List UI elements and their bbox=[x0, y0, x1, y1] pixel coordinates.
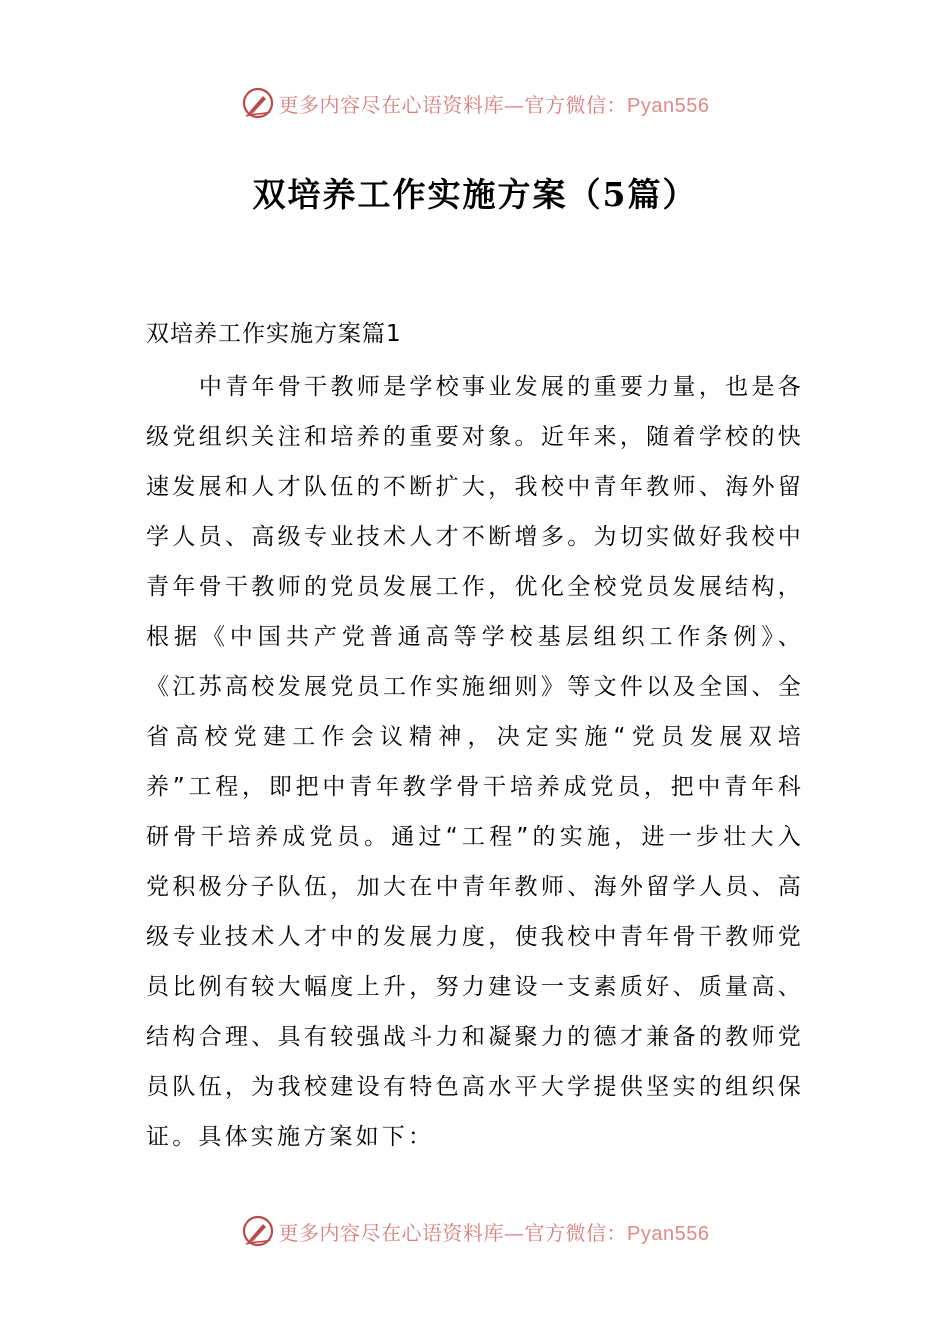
header-watermark bbox=[0, 81, 950, 125]
document-title: 双培养工作实施方案（5篇） bbox=[252, 175, 698, 214]
section-heading: 双培养工作实施方案篇1 bbox=[146, 321, 402, 347]
watermark-handle: Pyan556 bbox=[627, 1222, 710, 1245]
watermark-text: 更多内容尽在心语资料库—官方微信：Pyan556 bbox=[278, 1220, 710, 1245]
body-paragraph: 中青年骨干教师是学校事业发展的重要力量，也是各级党组织关注和培养的重要对象。近年来，随着学校的快速发展和人才队伍的不断扩大，我校中青年教师、海外留学人员、高级专业技术人才不断增多。为切实做好我校中青年骨干教师的党员发展工作，优化全校党员发展结构，根据《中国共产党普通高等学校基层组织工作条例》、《江苏高校发展党员工作实施细则》等文件以及全国、全省高校党建工作会议精神，决定实施“党员发展双培养”工程，即把中青年教学骨干培养成党员，把中青年科研骨干培养成党员。通过“工程”的实施，进一步壮大入党积极分子队伍，加大在中青年教师、海外留学人员、高级专业技术人才中的发展力度，使我校中青年骨干教师党员比例有较大幅度上升，努力建设一支素质好、质量高、结构合理、具有较强战斗力和凝聚力的德才兼备的教师党员队伍，为我校建设有特色高水平大学提供坚实的组织保证。具体实施方案如下： bbox=[146, 374, 804, 1150]
pen-logo-icon bbox=[241, 1214, 275, 1248]
pen-logo-icon bbox=[241, 86, 275, 120]
watermark-handle: Pyan556 bbox=[627, 94, 710, 117]
watermark-text: 更多内容尽在心语资料库—官方微信：Pyan556 bbox=[278, 92, 710, 117]
footer-watermark bbox=[0, 1209, 950, 1253]
